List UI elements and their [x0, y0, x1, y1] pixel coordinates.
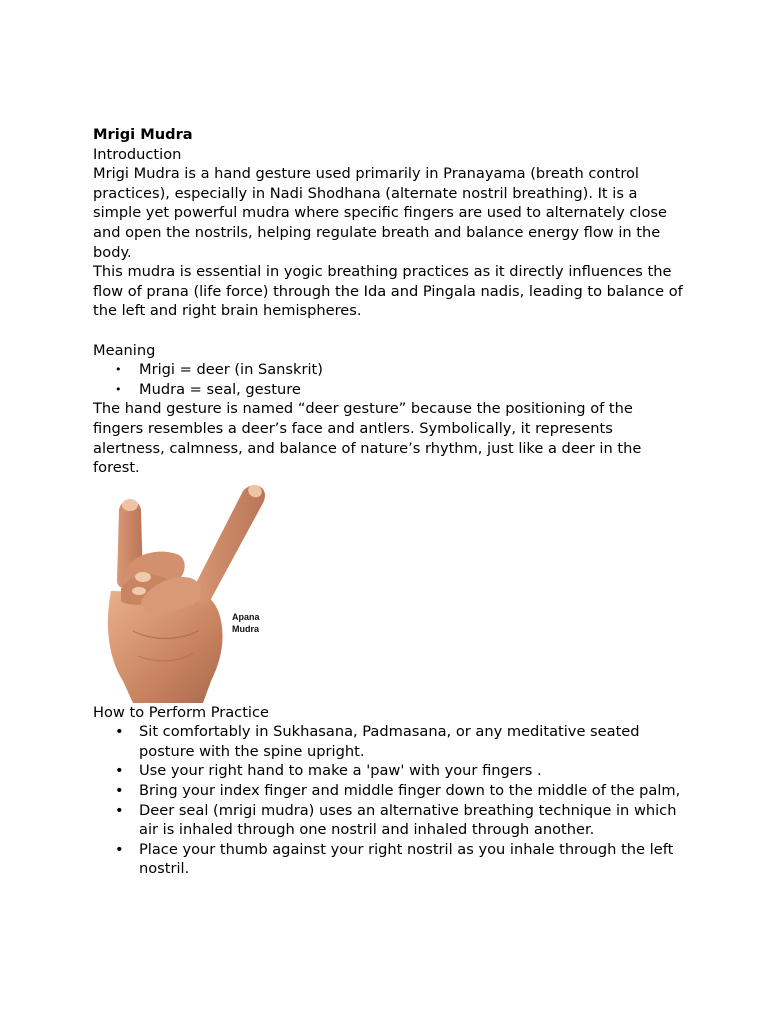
bullet-icon: •	[115, 363, 122, 377]
meaning-list	[93, 360, 683, 399]
bullet-icon: •	[115, 801, 124, 819]
list-item-text: Bring your index finger and middle finger down to the middle of the palm,	[139, 782, 681, 800]
list-item	[93, 801, 683, 840]
blank-line	[93, 321, 683, 341]
intro-heading: Introduction	[93, 145, 182, 163]
practice-list	[93, 722, 683, 879]
practice-heading: How to Perform Practice	[93, 703, 269, 721]
bullet-icon: •	[115, 762, 124, 780]
list-item-text: Place your thumb against your right nostril as you inhale through the left nostril.	[139, 840, 674, 878]
list-item	[93, 722, 683, 761]
list-item-text: Sit comfortably in Sukhasana, Padmasana, or any meditative seated posture with the spine upright.	[139, 723, 640, 760]
image-caption-line: Mudra	[232, 623, 259, 634]
list-item	[93, 380, 683, 400]
mudra-hand-image	[93, 481, 283, 703]
intro-paragraph-1: Mrigi Mudra is a hand gesture used primarily in Pranayama (breath control practices), especially in Nadi Shodhana (alternate nostril breathing). It is a simple yet powerful mudra where specific fingers are used to alternately close and open the nostrils, helping regulate breath and balance energy flow in the body.	[93, 165, 667, 261]
list-item	[93, 360, 683, 380]
list-item	[93, 840, 683, 879]
list-item-text: Mrigi = deer (in Sanskrit)	[139, 361, 323, 379]
list-item-text: Mudra = seal, gesture	[139, 380, 301, 398]
image-caption-line: Apana	[232, 611, 260, 622]
image-caption	[232, 611, 260, 635]
meaning-heading: Meaning	[93, 341, 156, 359]
intro-paragraph-2: This mudra is essential in yogic breathing practices as it directly influences the flow of prana (life force) through the Ida and Pingala nadis, leading to balance of the left and right brain hemispheres.	[93, 263, 683, 320]
list-item-text: Deer seal (mrigi mudra) uses an alternative breathing technique in which air is inhaled through one nostril and inhaled through another.	[139, 801, 677, 839]
list-item	[93, 781, 683, 801]
page-title: Mrigi Mudra	[93, 126, 193, 143]
bullet-icon: •	[115, 840, 124, 858]
list-item-text: Use your right hand to make a 'paw' with your fingers .	[139, 762, 542, 780]
bullet-icon: •	[115, 723, 124, 741]
bullet-icon: •	[115, 382, 122, 396]
list-item	[93, 761, 683, 781]
bullet-icon: •	[115, 782, 124, 800]
document-page	[93, 125, 683, 879]
hand-illustration	[93, 481, 283, 703]
meaning-paragraph: The hand gesture is named “deer gesture” because the positioning of the fingers resembles a deer’s face and antlers. Symbolically, it represents alertness, calmness, and balance of nature’s rhythm, just like a deer in the forest.	[93, 400, 642, 477]
